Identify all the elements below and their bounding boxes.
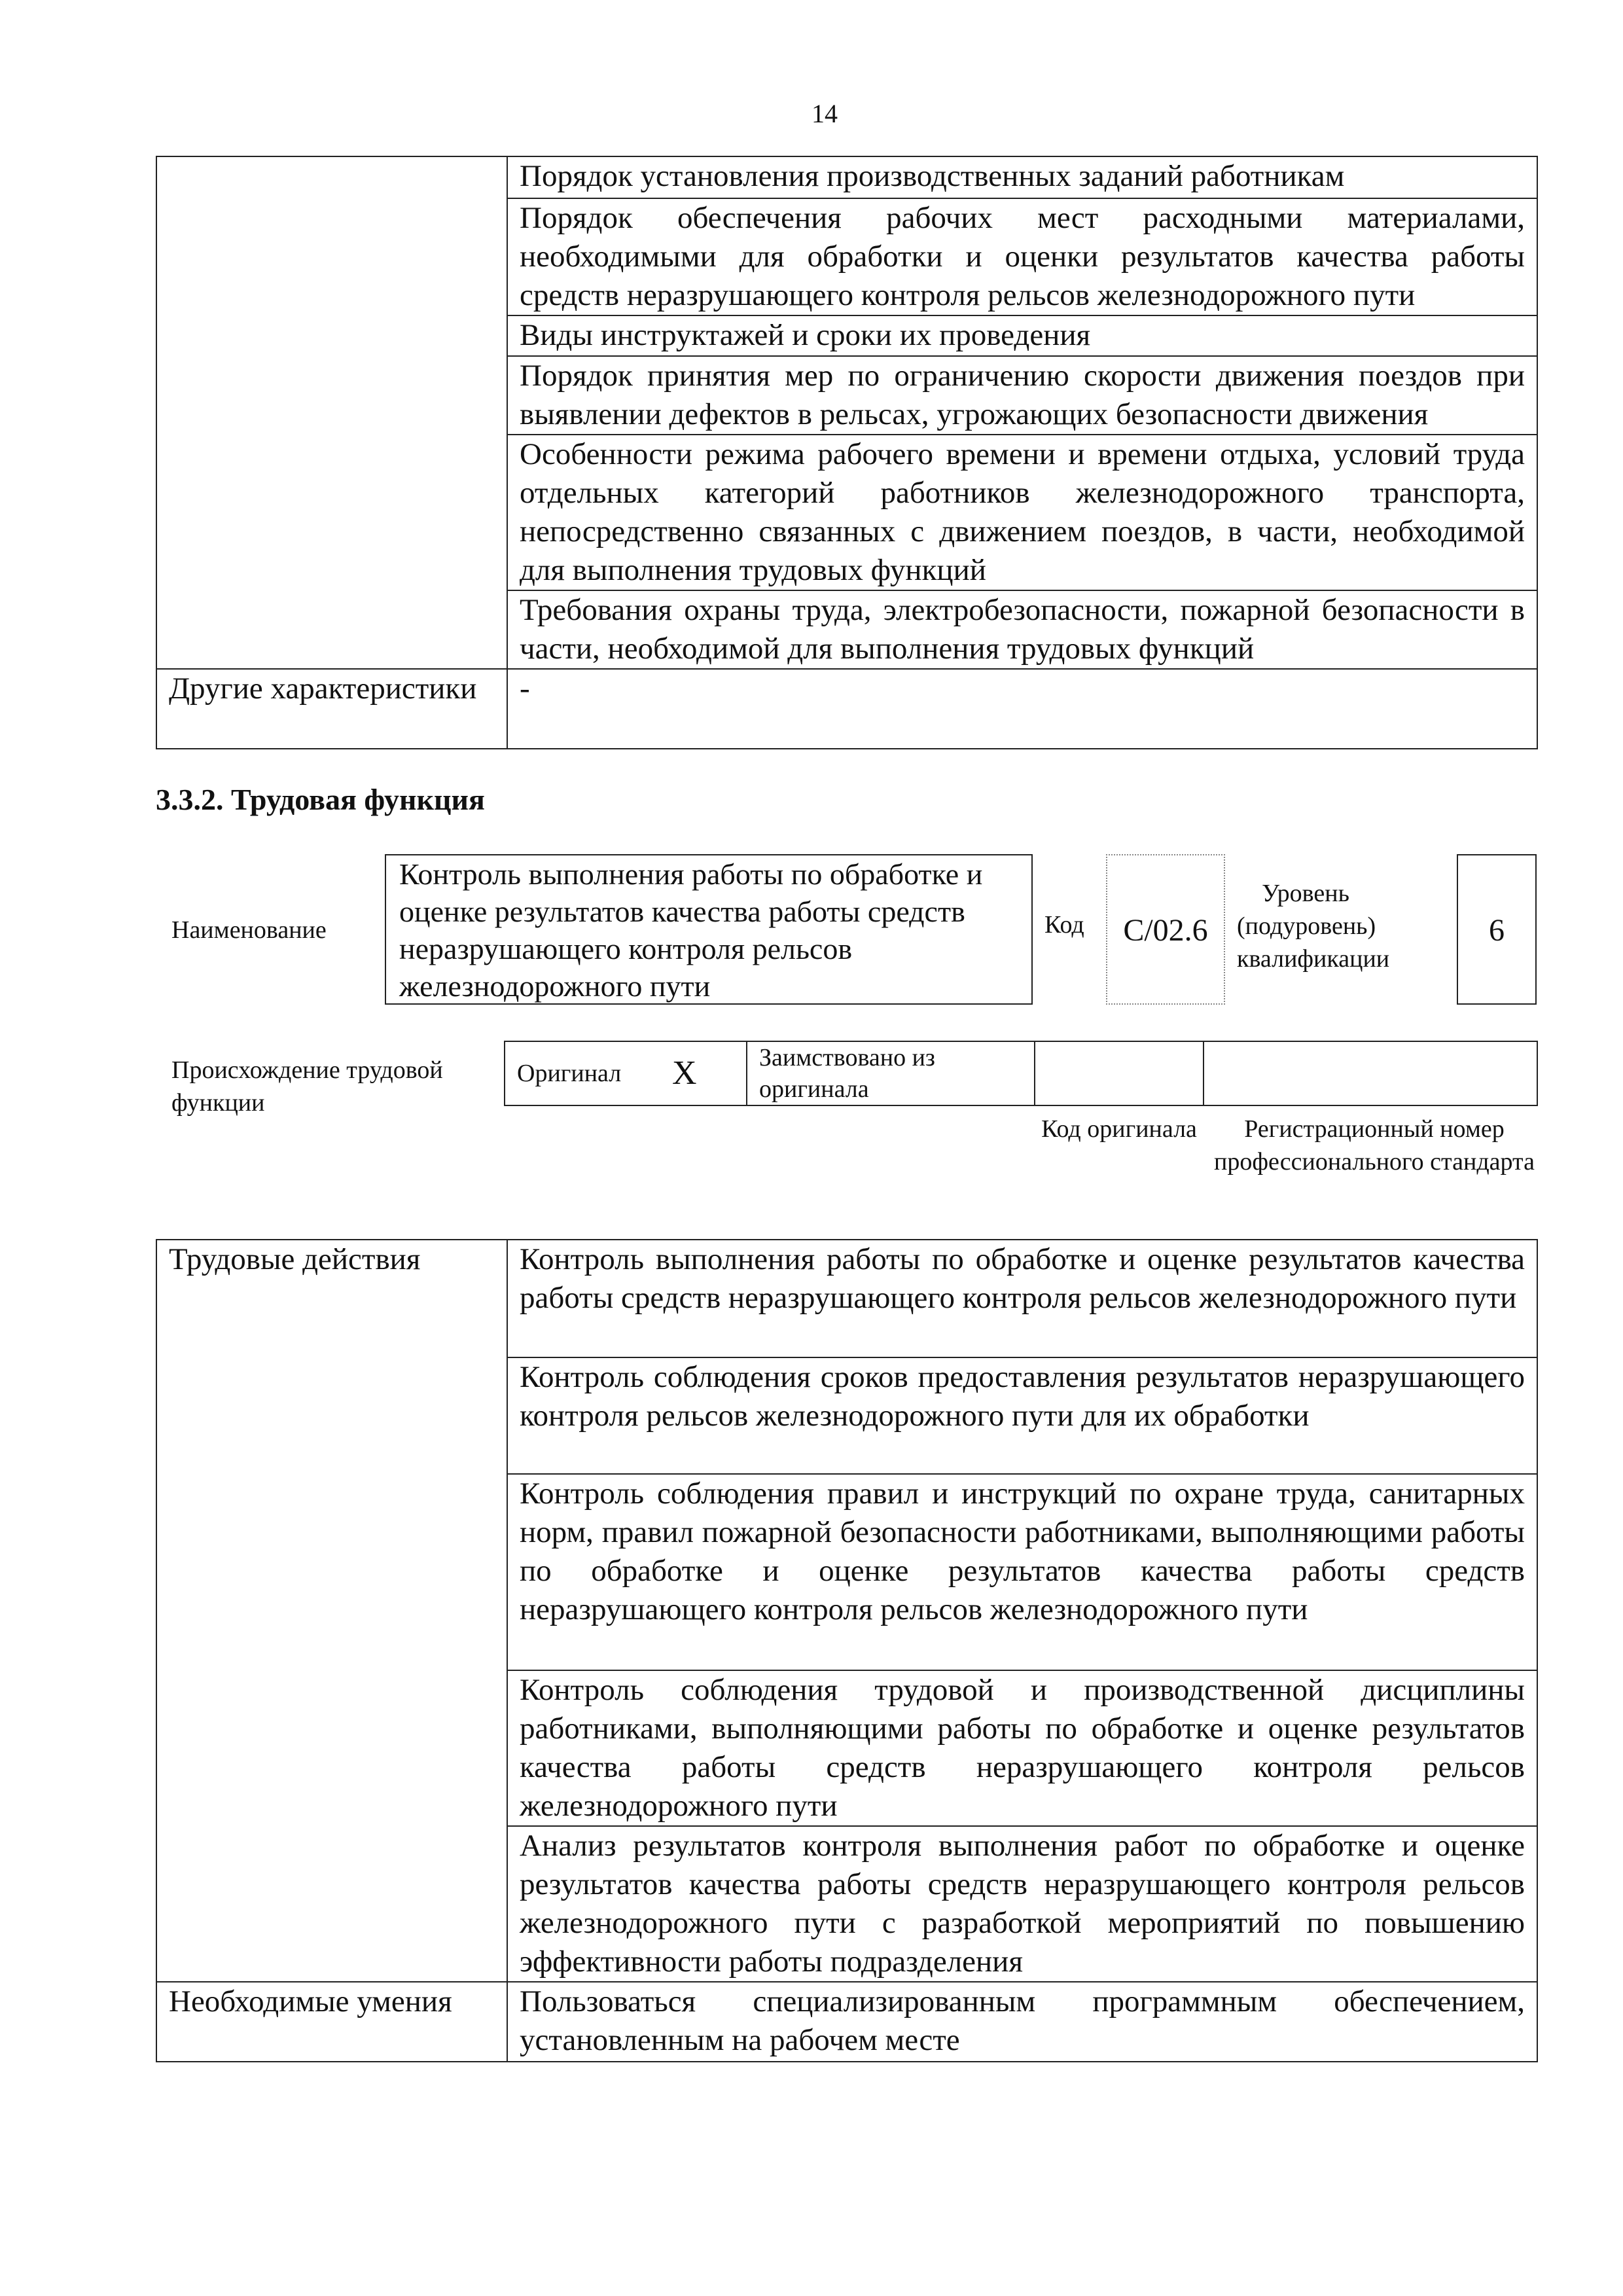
page-number: 14 (812, 99, 838, 128)
other-characteristics-value: - (507, 669, 1537, 749)
knowledge-item: Порядок принятия мер по ограничению скорости движения поездов при выявлении дефектов в рельсах, угрожающих безопасности движения (507, 356, 1537, 435)
code-value: С/02.6 (1106, 854, 1225, 1005)
action-item: Контроль выполнения работы по обработке и оценке результатов качества работы средств неразрушающего контроля рельсов железнодорожного пути (507, 1240, 1537, 1357)
action-item: Анализ результатов контроля выполнения работ по обработке и оценке результатов качества работы средств неразрушающего контроля рельсов железнодорожного пути с разработкой мероприятий по повышению эффективности работы подразделения (507, 1826, 1537, 1982)
original-label: Оригинал (505, 1041, 668, 1105)
original-code-cell (1035, 1041, 1204, 1105)
code-label: Код (1044, 911, 1084, 939)
other-characteristics-label: Другие характеристики (156, 669, 507, 749)
knowledge-item: Порядок установления производственных заданий работникам (507, 156, 1537, 198)
knowledge-item: Требования охраны труда, электробезопасности, пожарной безопасности в части, необходимой для выполнения трудовых функций (507, 590, 1537, 669)
empty-left-cell (156, 156, 507, 669)
borrowed-label: Заимствовано из оригинала (747, 1041, 1035, 1105)
code-caption: Код оригинала (1041, 1115, 1197, 1143)
name-label: Наименование (171, 916, 327, 944)
function-name-value: Контроль выполнения работы по обработке и оценке результатов качества работы средств неразрушающего контроля рельсов железнодорожного пути (385, 854, 1033, 1005)
action-item: Контроль соблюдения трудовой и производственной дисциплины работниками, выполняющими работы по обработке и оценке результатов качества работы средств неразрушающего контроля рельсов железнодорожного пути (507, 1670, 1537, 1826)
registration-number-cell (1204, 1041, 1537, 1105)
reg-caption: Регистрационный номер профессионального стандарта (1214, 1115, 1535, 1175)
level-value: 6 (1457, 854, 1537, 1005)
section-heading: 3.3.2. Трудовая функция (156, 783, 485, 816)
actions-label: Трудовые действия (156, 1240, 507, 1982)
origin-table (504, 1041, 1538, 1106)
origin-label: Происхождение трудовой функции (171, 1056, 443, 1117)
level-label: Уровень (подуровень) квалификации (1237, 880, 1390, 973)
knowledge-table-continued (156, 156, 1538, 749)
knowledge-item: Виды инструктажей и сроки их проведения (507, 315, 1537, 356)
action-item: Контроль соблюдения правил и инструкций по охране труда, санитарных норм, правил пожарной безопасности работниками, выполняющими работы по обработке и оценке результатов качества работы средств неразрушающего контроля рельсов железнодорожного пути (507, 1474, 1537, 1670)
action-item: Контроль соблюдения сроков предоставления результатов неразрушающего контроля рельсов железнодорожного пути для их обработки (507, 1357, 1537, 1474)
actions-skills-table (156, 1239, 1538, 2062)
original-mark: X (668, 1041, 747, 1105)
skills-label: Необходимые умения (156, 1982, 507, 2062)
knowledge-item: Особенности режима рабочего времени и времени отдыха, условий труда отдельных категорий работников железнодорожного транспорта, непосредственно связанных с движением поездов, в части, необходимой для выполнения трудовых функций (507, 435, 1537, 590)
skill-item: Пользоваться специализированным программным обеспечением, установленным на рабочем месте (507, 1982, 1537, 2062)
knowledge-item: Порядок обеспечения рабочих мест расходными материалами, необходимыми для обработки и оценки результатов качества работы средств неразрушающего контроля рельсов железнодорожного пути (507, 198, 1537, 315)
